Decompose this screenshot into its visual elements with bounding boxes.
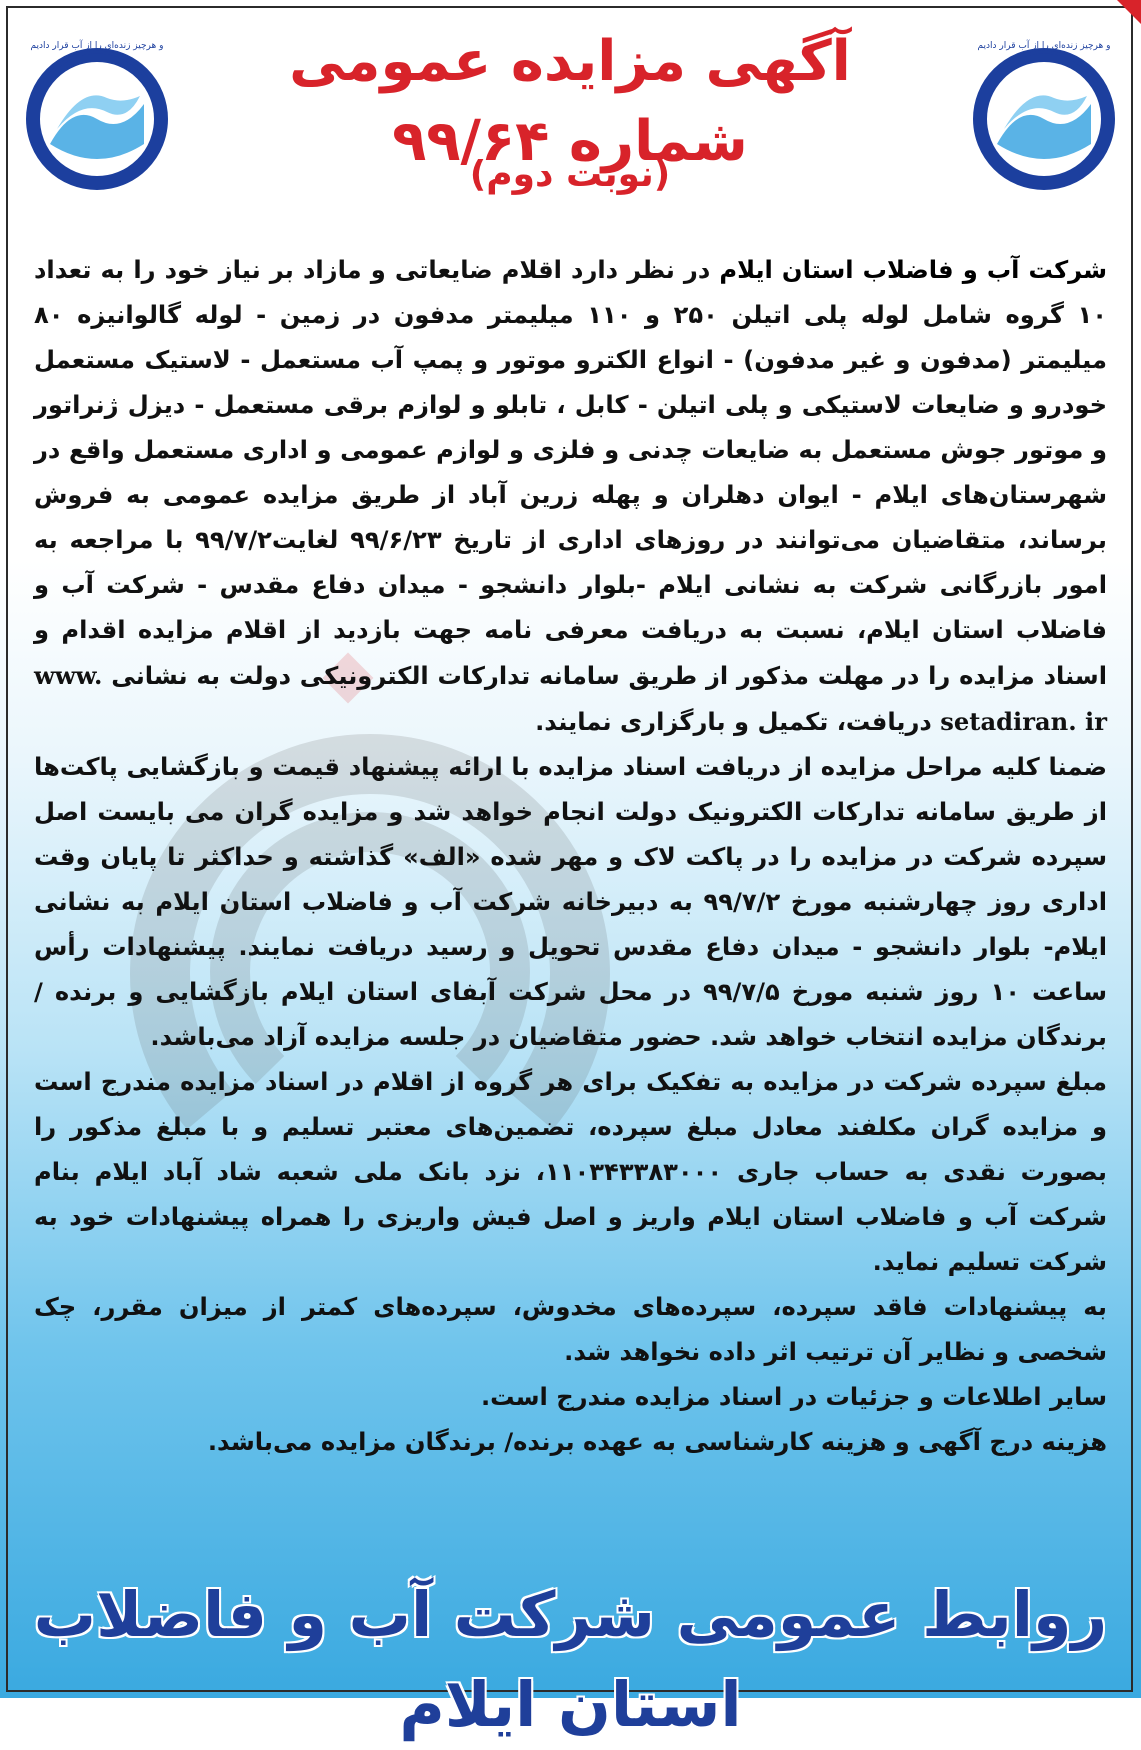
paragraph-1-end: دریافت، تکمیل و بارگزاری نمایند. <box>535 708 932 736</box>
paragraph-1-text: در نظر دارد اقلام ضایعاتی و مازاد بر نیاز خود را به تعداد ۱۰ گروه شامل لوله پلی اتیلن ۲۵۰ و ۱۱۰ میلیمتر مدفون در زمین - لوله گالوانیزه ۸۰ میلیمتر (مدفون و غیر مدفون) - انواع الکترو موتور و پمپ آب مستعمل - لاستیک مستعمل خودرو و ضایعات لاستیکی و پلی اتیلن - کابل ، تابلو و لوازم برقی مستعمل - دیزل ژنراتور و موتور جوش مستعمل به ضایعات چدنی و فلزی و لوازم عمومی و اداری مستعمل واقع در شهرستان‌های ایلام - ایوان دهلران و پهله زرین آباد از طریق مزایده عمومی به فروش برساند، متقاضیان می‌توانند در روزهای اداری از تاریخ ۹۹/۶/۲۳ لغایت۹۹/۷/۲ با مراجعه به امور بازرگانی شرکت به نشانی ایلام -بلوار دانشجو - میدان دفاع مقدس - شرکت آب و فاضلاب استان ایلام، نسبت به دریافت معرفی نامه جهت بازدید از اقلام مزایده اقدام و اسناد مزایده را در مهلت مذکور از طریق سامانه تدارکات الکترونیکی دولت به نشانی <box>34 256 1108 690</box>
paragraph-2: ضمنا کلیه مراحل مزایده از دریافت اسناد مزایده با ارائه پیشنهاد قیمت و بازگشایی پاکت‌ها از طریق سامانه تدارکات الکترونیک دولت انجام خواهد شد و مزایده گران می بایست اصل سپرده شرکت در مزایده را در پاکت لاک و مهر شده «الف» گذاشته و حداکثر تا پایان وقت اداری روز چهارشنبه مورخ ۹۹/۷/۲ به دبیرخانه شرکت آب و فاضلاب استان ایلام به نشانی ایلام- بلوار دانشجو - میدان دفاع مقدس تحویل و رسید دریافت نمایند. پیشنهادات رأس ساعت ۱۰ روز شنبه مورخ ۹۹/۷/۵ در محل شرکت آبفای استان ایلام بازگشایی و برنده / برندگان مزایده انتخاب خواهد شد. حضور متقاضیان در جلسه مزایده آزاد می‌باشد. <box>34 753 1108 1051</box>
water-company-logo-right <box>969 24 1119 204</box>
paragraph-main <box>34 248 1107 745</box>
company-name-lead: شرکت آب و فاضلاب استان ایلام <box>719 256 1108 284</box>
logo-caption-left: و هرچیز زنده‌ای را از آب قرار دادیم <box>30 41 164 51</box>
announcement-body <box>34 248 1107 1465</box>
water-company-logo-left <box>22 24 172 204</box>
page-subtitle: (نوبت دوم) <box>469 154 671 195</box>
paragraph-3: مبلغ سپرده شرکت در مزایده به تفکیک برای هر گروه از اقلام در اسناد مزایده مندرج است و مزایده گران مکلفند معادل مبلغ سپرده، تضمین‌های معتبر تسلیم و با مبلغ مذکور را بصورت نقدی به حساب جاری ۱۱۰۳۴۳۳۸۳۰۰۰، نزد بانک ملی شعبه شاد آباد ایلام بنام شرکت آب و فاضلاب استان ایلام واریز و اصل فیش واریزی را همراه پیشنهادات خود به شرکت تسلیم نماید. <box>34 1068 1107 1276</box>
paragraph-6: هزینه درج آگهی و هزینه کارشناسی به عهده برنده/ برندگان مزایده می‌باشد. <box>207 1428 1107 1456</box>
setadiran-link[interactable]: www. setadiran. ir <box>34 661 1107 736</box>
corner-mark <box>1117 0 1141 24</box>
public-relations-footer: روابط عمومی شرکت آب و فاضلاب استان ایلام <box>33 1578 1108 1741</box>
logo-caption-right: و هرچیز زنده‌ای را از آب قرار دادیم <box>977 41 1111 51</box>
paragraph-5: سایر اطلاعات و جزئیات در اسناد مزایده مندرج است. <box>480 1383 1107 1411</box>
paragraph-4: به پیشنهادات فاقد سپرده، سپرده‌های مخدوش، سپرده‌های کمتر از میزان مقرر، چک شخصی و نظایر آن ترتیب اثر داده نخواهد شد. <box>34 1293 1107 1366</box>
page-title: آگهی مزایده عمومی شماره ۹۹/۶۴ <box>289 29 851 174</box>
